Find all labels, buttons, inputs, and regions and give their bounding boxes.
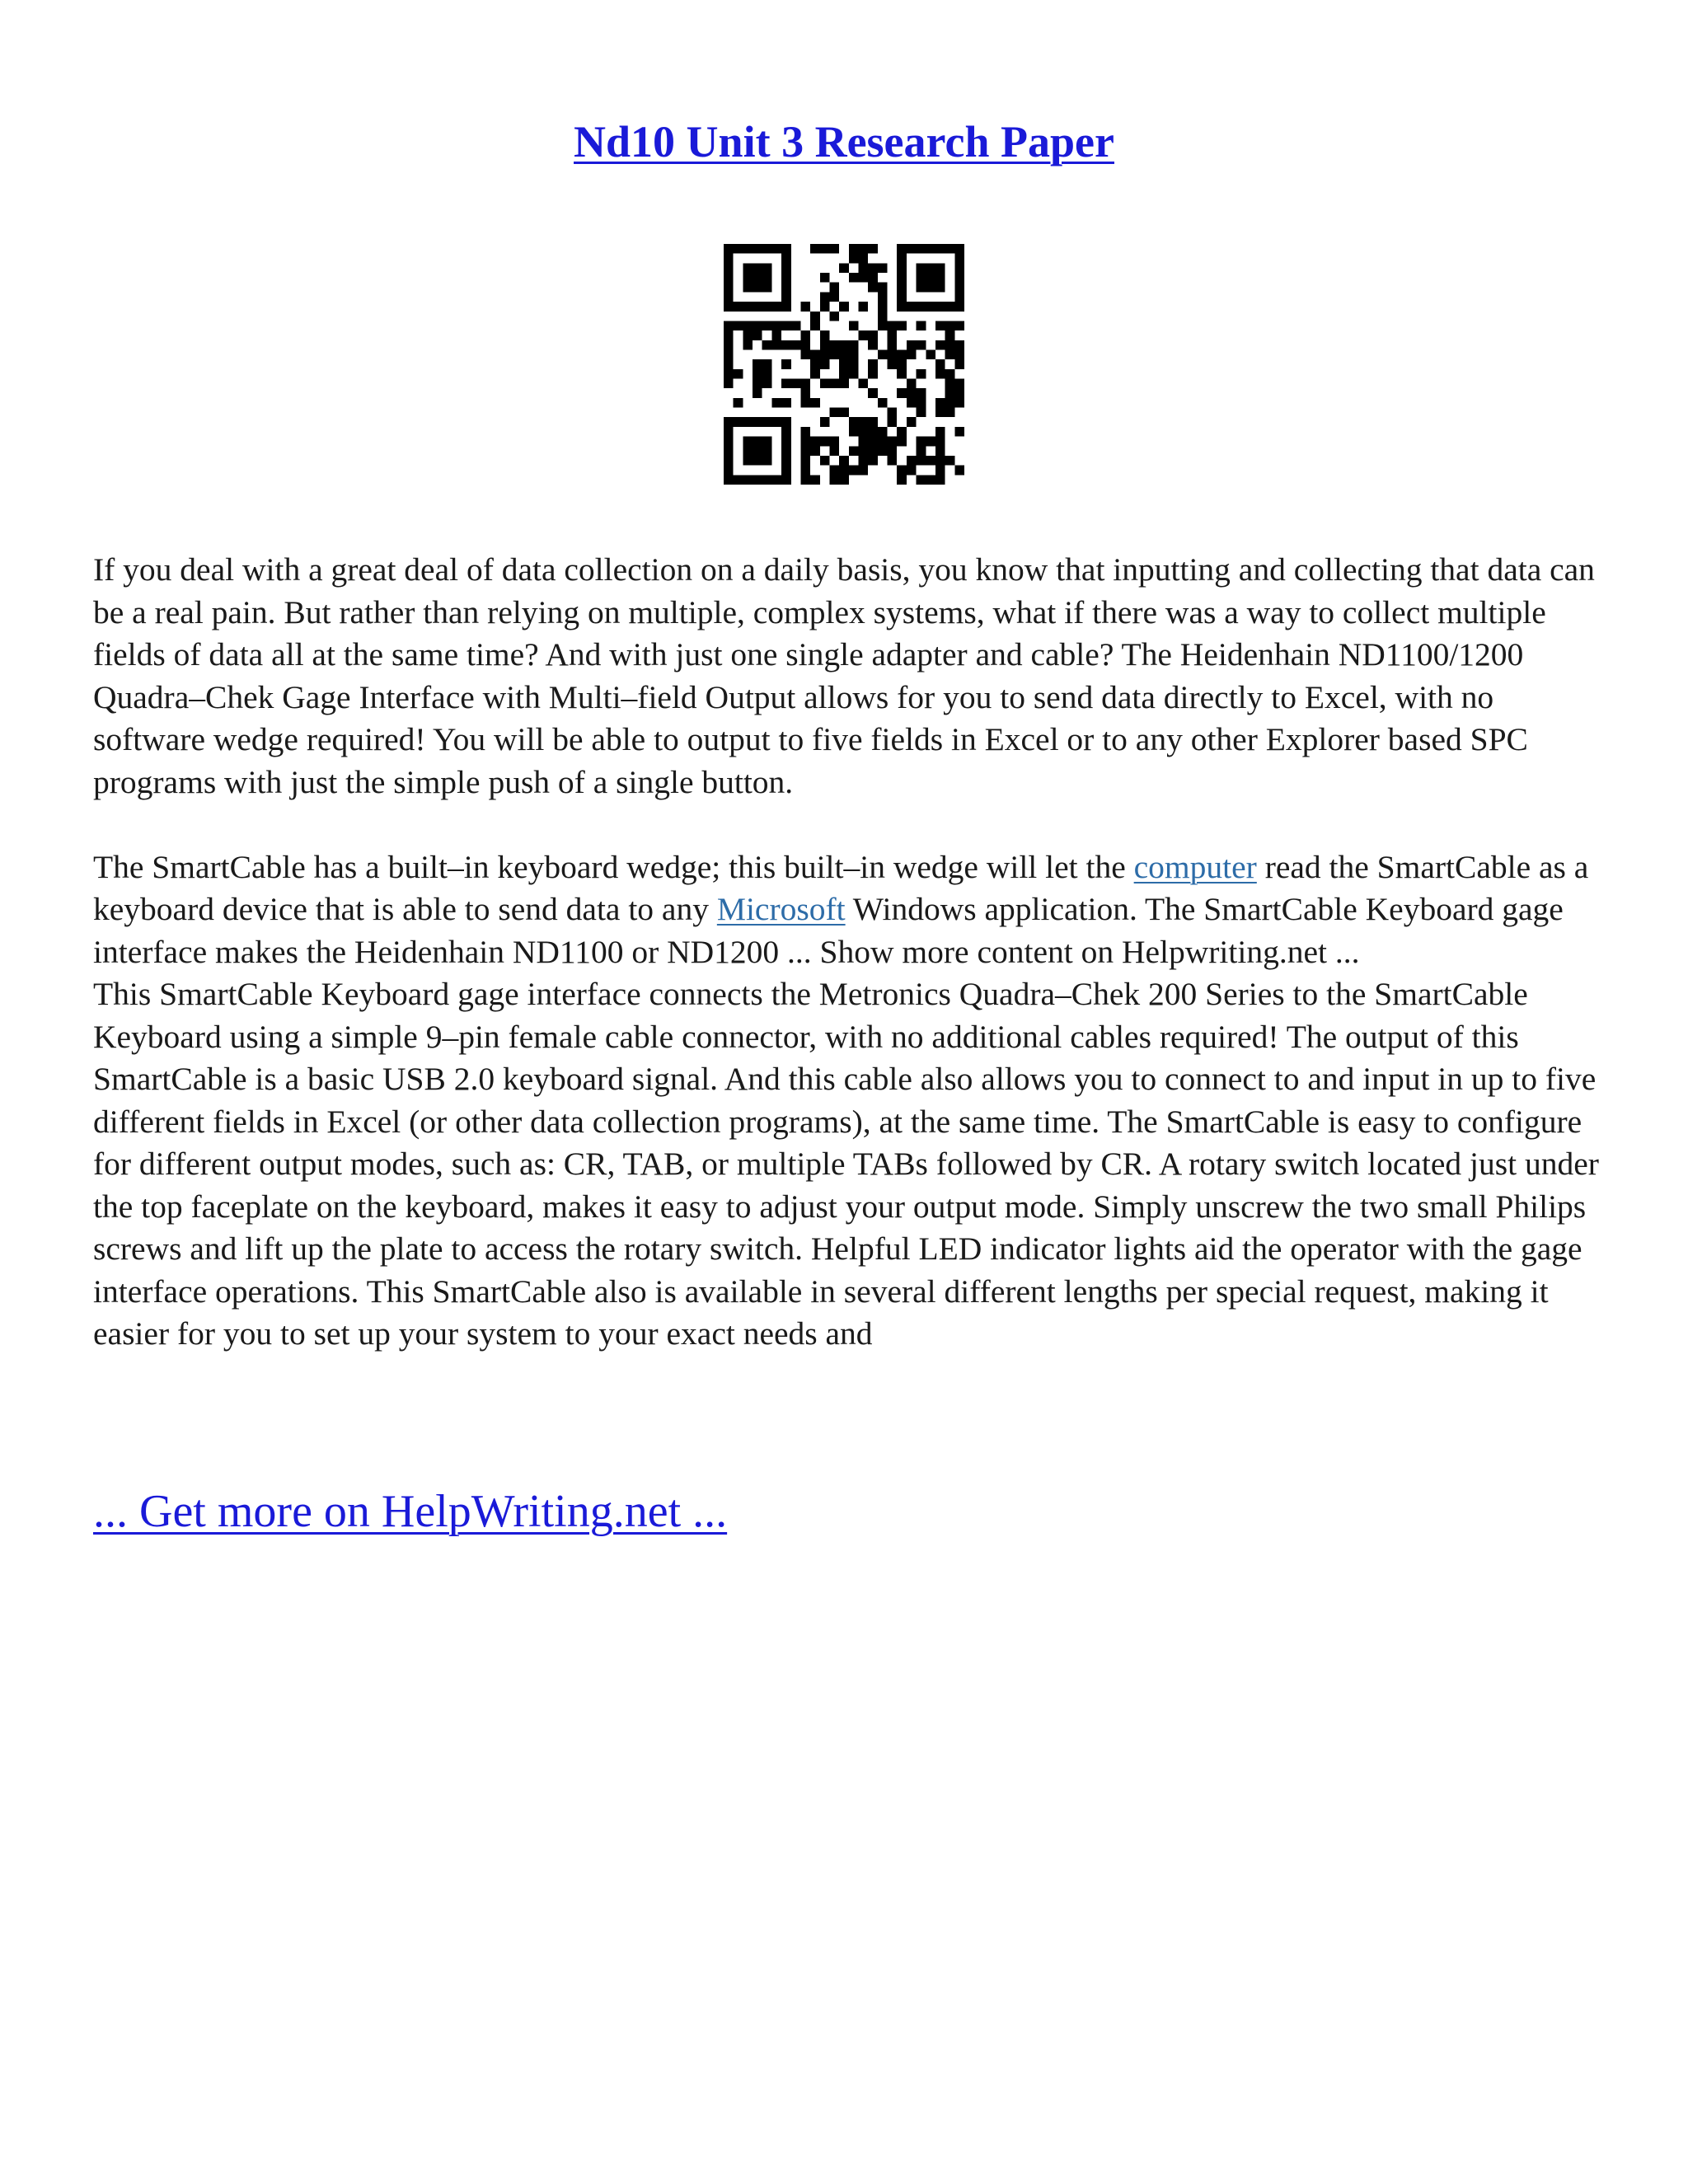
paragraph-2: [93, 846, 1610, 974]
computer-link[interactable]: computer: [1133, 848, 1257, 885]
qr-code-icon: [724, 244, 964, 485]
microsoft-link[interactable]: Microsoft: [716, 891, 846, 927]
paragraph-gap: [93, 804, 1610, 846]
paragraph-1: If you deal with a great deal of data collection on a daily basis, you know that inputting and collecting that data can be a real pain. But rather than relying on multiple, complex systems, what if there was a way to collect multiple fields of data all at the same time? And with just one single adapter and cable? The Heidenhain ND1100/1200 Quadra–Chek Gage Interface with Multi–field Output allows for you to send data directly to Excel, with no software wedge required! You will be able to output to five fields in Excel or to any other Explorer based SPC programs with just the simple push of a single button.: [93, 551, 1595, 800]
paragraph-2-text-c: Windows application. The SmartCable Keyboard gage interface makes the Heidenhain ND1100 or ND1200 ... Show more content on Helpwriting.net ...: [93, 891, 1564, 970]
page-title: [0, 115, 1688, 168]
paragraph-3: This SmartCable Keyboard gage interface connects the Metronics Quadra–Chek 200 Series to the SmartCable Keyboard using a simple 9–pin female cable connector, with no additional cables required! The output of this SmartCable is a basic USB 2.0 keyboard signal. And this cable also allows you to connect to and input in up to five different fields in Excel (or other data collection programs), at the same time. The SmartCable is easy to configure for different output modes, such as: CR, TAB, or multiple TABs followed by CR. A rotary switch located just under the top faceplate on the keyboard, makes it easy to adjust your output mode. Simply unscrew the two small Philips screws and lift up the plate to access the rotary switch. Helpful LED indicator lights aid the operator with the gage interface operations. This SmartCable also is available in several different lengths per special request, making it easier for you to set up your system to your exact needs and: [93, 976, 1599, 1352]
title-link[interactable]: Nd10 Unit 3 Research Paper: [574, 117, 1114, 166]
get-more-link[interactable]: ... Get more on HelpWriting.net ...: [93, 1486, 728, 1537]
article-body: [93, 549, 1610, 1356]
paragraph-2-text-a: The SmartCable has a built–in keyboard wedge; this built–in wedge will let the: [93, 848, 1134, 885]
paragraph-2-text-b: read the SmartCable as a keyboard device that is able to send data to any: [93, 848, 1589, 927]
